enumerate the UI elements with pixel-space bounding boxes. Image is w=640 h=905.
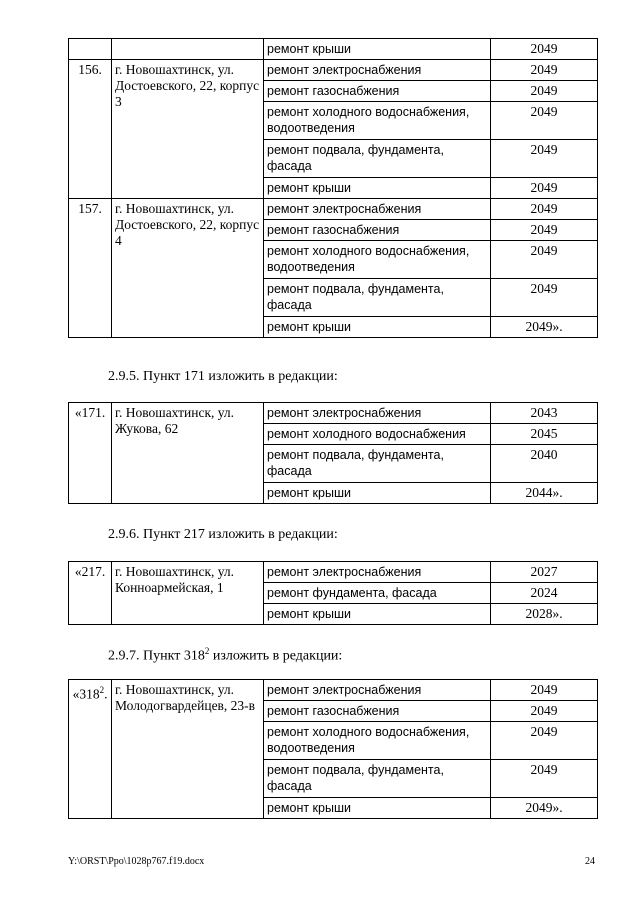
item-number <box>69 39 112 60</box>
paragraph-2-9-5: 2.9.5. Пункт 171 изложить в редакции: <box>108 369 338 384</box>
table-row <box>69 199 598 220</box>
year-cell: 2049 <box>491 220 598 241</box>
year-cell: 2049 <box>491 140 598 178</box>
address-cell: г. Новошахтинск, ул. Молодогвардейцев, 23-в <box>112 680 264 819</box>
address-cell: г. Новошахтинск, ул. Жукова, 62 <box>112 403 264 504</box>
work-type-cell: ремонт газоснабжения <box>264 701 491 722</box>
repair-schedule-table-4 <box>68 679 598 819</box>
work-type-cell: ремонт подвала, фундамента, фасада <box>264 760 491 798</box>
work-type-cell: ремонт подвала, фундамента, фасада <box>264 140 491 178</box>
item-number <box>69 680 112 819</box>
work-type-cell: ремонт холодного водоснабжения, водоотведения <box>264 722 491 760</box>
table-row <box>69 562 598 583</box>
repair-schedule-table-3 <box>68 561 598 625</box>
item-number: «171. <box>69 403 112 504</box>
work-type-cell: ремонт крыши <box>264 604 491 625</box>
year-cell: 2028». <box>491 604 598 625</box>
year-cell: 2044». <box>491 483 598 504</box>
year-cell: 2024 <box>491 583 598 604</box>
item-number-dot: . <box>104 686 108 702</box>
item-number-superscript: 2 <box>99 685 105 695</box>
year-cell: 2049». <box>491 317 598 338</box>
paragraph-suffix: изложить в редакции: <box>209 648 343 664</box>
year-cell: 2049 <box>491 241 598 279</box>
item-number-text: «318 <box>72 686 100 702</box>
work-type-cell: ремонт холодного водоснабжения <box>264 424 491 445</box>
address-cell: г. Новошахтинск, ул. Достоевского, 22, корпус 3 <box>112 60 264 199</box>
footer-page-number: 24 <box>585 856 595 867</box>
table-row <box>69 39 598 60</box>
work-type-cell: ремонт подвала, фундамента, фасада <box>264 445 491 483</box>
address-cell <box>112 39 264 60</box>
year-cell: 2049 <box>491 279 598 317</box>
year-cell: 2049 <box>491 81 598 102</box>
paragraph-2-9-6: 2.9.6. Пункт 217 изложить в редакции: <box>108 527 338 542</box>
work-type-cell: ремонт крыши <box>264 39 491 60</box>
work-type-cell: ремонт холодного водоснабжения, водоотведения <box>264 102 491 140</box>
work-type-cell: ремонт крыши <box>264 317 491 338</box>
year-cell: 2049 <box>491 680 598 701</box>
table-row <box>69 403 598 424</box>
year-cell: 2049 <box>491 701 598 722</box>
table-row <box>69 680 598 701</box>
year-cell: 2049 <box>491 60 598 81</box>
year-cell: 2049». <box>491 798 598 819</box>
item-number: «217. <box>69 562 112 625</box>
year-cell: 2049 <box>491 178 598 199</box>
repair-schedule-table-2 <box>68 402 598 504</box>
item-number: 156. <box>69 60 112 199</box>
work-type-cell: ремонт электроснабжения <box>264 60 491 81</box>
footer-file-path: Y:\ORST\Ppo\1028p767.f19.docx <box>68 856 205 867</box>
work-type-cell: ремонт подвала, фундамента, фасада <box>264 279 491 317</box>
year-cell: 2049 <box>491 102 598 140</box>
year-cell: 2040 <box>491 445 598 483</box>
work-type-cell: ремонт электроснабжения <box>264 562 491 583</box>
work-type-cell: ремонт крыши <box>264 178 491 199</box>
address-cell: г. Новошахтинск, ул. Достоевского, 22, корпус 4 <box>112 199 264 338</box>
year-cell: 2049 <box>491 39 598 60</box>
year-cell: 2049 <box>491 199 598 220</box>
table-row <box>69 60 598 81</box>
work-type-cell: ремонт холодного водоснабжения, водоотведения <box>264 241 491 279</box>
work-type-cell: ремонт электроснабжения <box>264 199 491 220</box>
paragraph-prefix: 2.9.7. Пункт 318 <box>108 648 205 664</box>
work-type-cell: ремонт электроснабжения <box>264 403 491 424</box>
work-type-cell: ремонт крыши <box>264 483 491 504</box>
year-cell: 2049 <box>491 760 598 798</box>
year-cell: 2045 <box>491 424 598 445</box>
work-type-cell: ремонт фундамента, фасада <box>264 583 491 604</box>
year-cell: 2043 <box>491 403 598 424</box>
address-cell: г. Новошахтинск, ул. Конноармейская, 1 <box>112 562 264 625</box>
work-type-cell: ремонт газоснабжения <box>264 81 491 102</box>
item-number: 157. <box>69 199 112 338</box>
superscript: 2 <box>204 646 210 656</box>
work-type-cell: ремонт газоснабжения <box>264 220 491 241</box>
repair-schedule-table-1 <box>68 38 598 338</box>
year-cell: 2027 <box>491 562 598 583</box>
year-cell: 2049 <box>491 722 598 760</box>
paragraph-2-9-7 <box>108 646 342 665</box>
work-type-cell: ремонт крыши <box>264 798 491 819</box>
work-type-cell: ремонт электроснабжения <box>264 680 491 701</box>
